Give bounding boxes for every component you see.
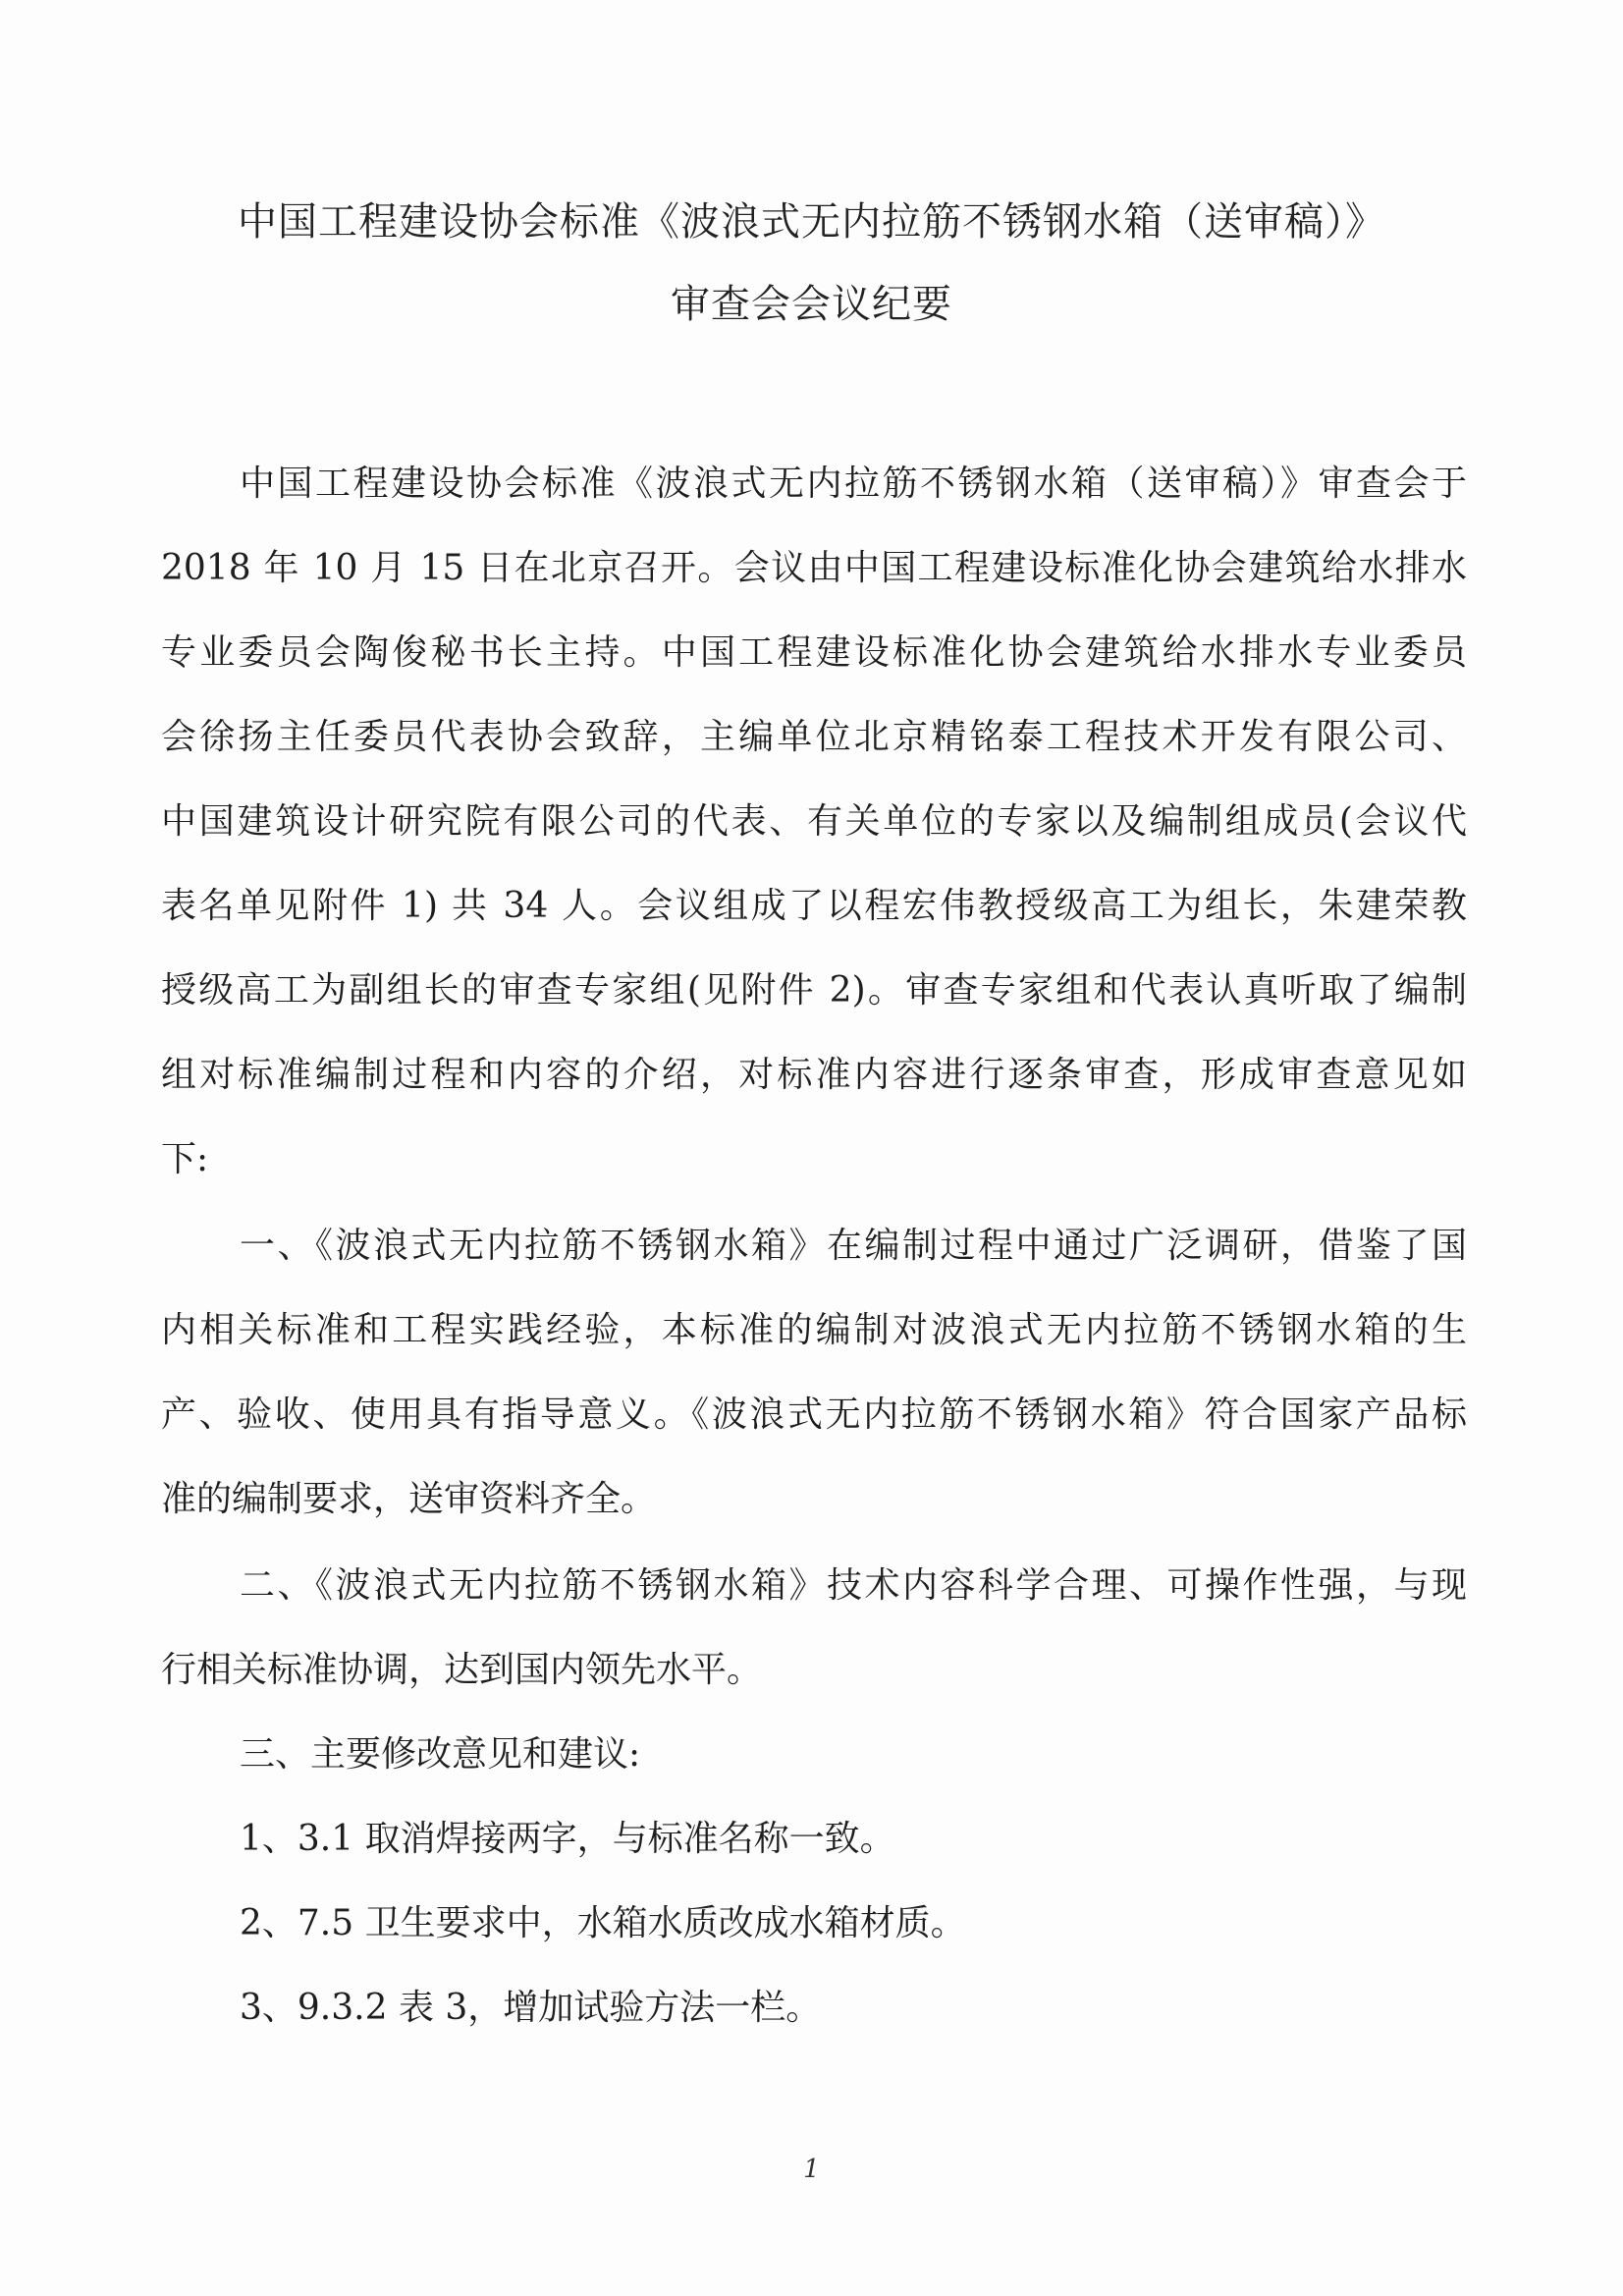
document-title-line-2: 审查会会议纪要 [671,282,952,327]
intro-paragraph [161,442,1467,1202]
suggestion-item: 2、7.5 卫生要求中，水箱水质改成水箱材质。 [240,1903,966,1943]
opinion-item-2 [161,1544,1467,1713]
text-line: 专业委员会陶俊秘书长主持。中国工程建设标准化协会建筑给水排水专业委员 [161,632,1467,673]
opinion-item-3 [161,1713,1467,2050]
text-line: 表名单见附件 1) 共 34 人。会议组成了以程宏伟教授级高工为组长，朱建荣教 [161,886,1467,926]
text-line: 会徐扬主任委员代表协会致辞，主编单位北京精铭泰工程技术开发有限公司、 [161,717,1467,757]
text-line: 中国工程建设协会标准《波浪式无内拉筋不锈钢水箱（送审稿）》审查会于 [240,464,1467,504]
text-line: 行相关标准协调，达到国内领先水平。 [161,1650,763,1690]
page-number: 1 [803,2155,820,2184]
text-line: 下: [161,1139,209,1179]
text-line: 二、《波浪式无内拉筋不锈钢水箱》技术内容科学合理、可操作性强，与现 [240,1565,1467,1606]
text-line: 一、《波浪式无内拉筋不锈钢水箱》在编制过程中通过广泛调研，借鉴了国 [240,1226,1467,1266]
text-line: 准的编制要求，送审资料齐全。 [161,1479,657,1519]
text-line: 2018 年 10 月 15 日在北京召开。会议由中国工程建设标准化协会建筑给水排水 [161,548,1467,588]
opinion-item-1 [161,1204,1467,1542]
section-heading: 三、主要修改意见和建议: [240,1734,641,1775]
text-line: 组对标准编制过程和内容的介绍，对标准内容进行逐条审查，形成审查意见如 [161,1055,1467,1095]
text-line: 产、验收、使用具有指导意义。《波浪式无内拉筋不锈钢水箱》符合国家产品标 [161,1394,1467,1435]
text-line: 内相关标准和工程实践经验，本标准的编制对波浪式无内拉筋不锈钢水箱的生 [161,1310,1467,1350]
document-title-line-1: 中国工程建设协会标准《波浪式无内拉筋不锈钢水箱（送审稿）》 [238,199,1385,245]
text-line: 授级高工为副组长的审查专家组(见附件 2)。审查专家组和代表认真听取了编制 [161,970,1467,1011]
text-line: 中国建筑设计研究院有限公司的代表、有关单位的专家以及编制组成员(会议代 [161,801,1467,842]
suggestion-item: 1、3.1 取消焊接两字，与标准名称一致。 [240,1819,895,1859]
suggestion-item: 3、9.3.2 表 3，增加试验方法一栏。 [240,1988,822,2028]
